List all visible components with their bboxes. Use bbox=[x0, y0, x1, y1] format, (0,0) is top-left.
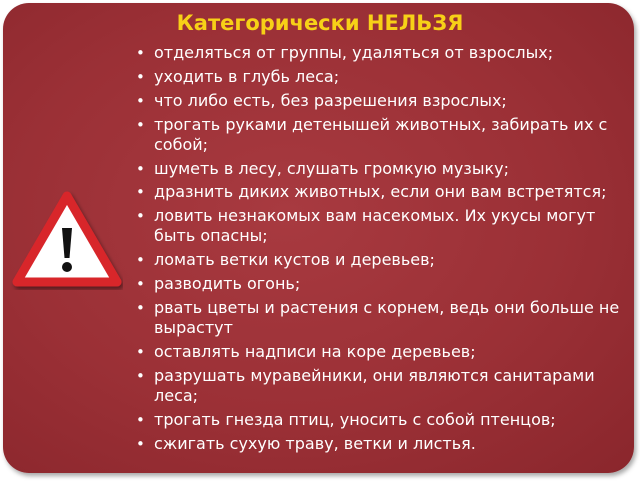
list-item bbox=[133, 434, 628, 454]
list-item bbox=[133, 274, 628, 294]
list-item-text: уходить в глубь леса; bbox=[154, 66, 340, 86]
warning-triangle-icon bbox=[11, 190, 123, 290]
list-item-text: трогать руками детенышей животных, забирать их с собой; bbox=[154, 114, 608, 154]
bullet-icon: • bbox=[136, 159, 145, 178]
bullet-icon: • bbox=[136, 366, 145, 385]
list-item-text: что либо есть, без разрешения взрослых; bbox=[154, 90, 507, 110]
list-item-text: шуметь в лесу, слушать громкую музыку; bbox=[154, 158, 509, 178]
bullet-icon: • bbox=[136, 44, 145, 62]
bullet-icon: • bbox=[136, 207, 145, 226]
rules-list bbox=[133, 43, 628, 457]
list-item bbox=[133, 43, 628, 63]
list-item bbox=[133, 250, 628, 270]
bullet-icon: • bbox=[136, 115, 145, 134]
list-item-text: разводить огонь; bbox=[154, 274, 301, 294]
list-item-text: отделяться от группы, удаляться от взрослых; bbox=[154, 43, 554, 62]
bullet-icon: • bbox=[136, 91, 145, 110]
bullet-icon: • bbox=[136, 275, 145, 294]
list-item bbox=[133, 115, 628, 155]
bullet-icon: • bbox=[136, 67, 145, 86]
list-item bbox=[133, 182, 628, 202]
list-item bbox=[133, 159, 628, 179]
list-item-text: рвать цветы и растения с корнем, ведь они больше не вырастут bbox=[154, 298, 620, 338]
list-item-text: разрушать муравейники, они являются санитарами леса; bbox=[154, 365, 595, 405]
list-item-text: дразнить диких животных, если они вам встретятся; bbox=[154, 182, 607, 202]
bullet-icon: • bbox=[136, 183, 145, 202]
list-item-text: трогать гнезда птиц, уносить с собой птенцов; bbox=[154, 409, 556, 429]
list-item bbox=[133, 342, 628, 362]
bullet-icon: • bbox=[136, 251, 145, 270]
list-item bbox=[133, 410, 628, 430]
bullet-icon: • bbox=[136, 299, 145, 318]
list-item-text: сжигать сухую траву, ветки и листья. bbox=[154, 433, 476, 453]
slide-title: Категорически НЕЛЬЗЯ bbox=[176, 11, 464, 35]
list-item-text: ловить незнакомых вам насекомых. Их укусы могут быть опасны; bbox=[154, 206, 596, 246]
list-item bbox=[133, 91, 628, 111]
list-item bbox=[133, 298, 628, 338]
bullet-icon: • bbox=[136, 434, 145, 453]
bullet-icon: • bbox=[136, 342, 145, 361]
bullet-icon: • bbox=[136, 410, 145, 429]
list-item-text: ломать ветки кустов и деревьев; bbox=[154, 250, 435, 270]
list-item-text: оставлять надписи на коре деревьев; bbox=[154, 341, 476, 361]
list-item bbox=[133, 366, 628, 406]
list-item bbox=[133, 206, 628, 246]
list-item bbox=[133, 67, 628, 87]
